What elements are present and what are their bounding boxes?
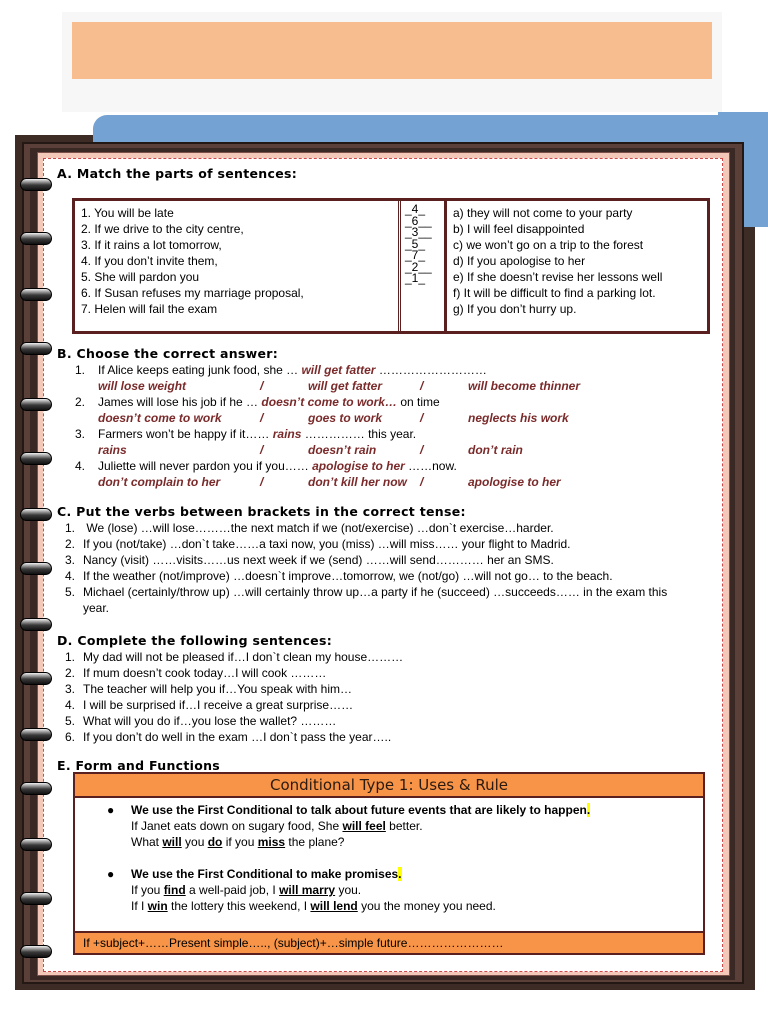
item-text: If mum doesn’t cook today…I will cook ……… xyxy=(83,666,327,680)
spiral-ring xyxy=(20,508,52,521)
example-text: if you xyxy=(222,835,258,849)
question-number: 3. xyxy=(75,427,86,441)
item-text: I will be surprised if…I receive a great surprise…… xyxy=(83,698,354,712)
example-verb: will feel xyxy=(342,819,386,833)
spiral-ring xyxy=(20,288,52,301)
match-left-column xyxy=(75,201,401,331)
question-answer: apologise to her xyxy=(312,459,405,473)
answer-option: will become thinner xyxy=(468,379,581,393)
use-2-example-2 xyxy=(85,898,693,914)
spiral-ring xyxy=(20,618,52,631)
spiral-ring xyxy=(20,452,52,465)
match-left-item: 3. If it rains a lot tomorrow, xyxy=(81,238,222,252)
conditional-box-body xyxy=(75,798,703,918)
match-right-item: b) I will feel disappointed xyxy=(453,222,585,236)
section-a-title: A. Match the parts of sentences: xyxy=(57,166,298,181)
conditional-box xyxy=(73,772,705,955)
answer-option: goes to work xyxy=(308,411,383,425)
section-d-title: D. Complete the following sentences: xyxy=(57,633,332,648)
section-d-list xyxy=(57,649,717,745)
bullet-icon: ● xyxy=(107,803,115,817)
option-separator: / xyxy=(420,379,424,393)
match-right-column xyxy=(447,201,707,331)
option-separator: / xyxy=(420,411,424,425)
answer-option: doesn’t rain xyxy=(308,443,377,457)
example-text: What xyxy=(131,835,163,849)
match-left-item: 5. She will pardon you xyxy=(81,270,200,284)
answer-option: will get fatter xyxy=(308,379,383,393)
spiral-ring xyxy=(20,838,52,851)
example-verb: will marry xyxy=(279,883,336,897)
item-text: year. xyxy=(83,601,110,615)
match-answer: _5_ xyxy=(405,236,426,251)
rule-formula: If +subject+……Present simple….., (subject)+…simple future…………………… xyxy=(75,931,703,953)
item-number: 1. xyxy=(65,650,76,664)
item-number: 3. xyxy=(65,553,76,567)
option-separator: / xyxy=(260,379,264,393)
use-1-text xyxy=(131,802,590,818)
match-answer: _3__ xyxy=(405,225,432,239)
match-right-item: g) If you don’t hurry up. xyxy=(453,302,577,316)
example-text: a well-paid job, I xyxy=(185,883,280,897)
example-verb: will lend xyxy=(310,899,358,913)
item-text: My dad will not be pleased if…I don`t clean my house……… xyxy=(83,650,404,664)
use-2-example-1 xyxy=(85,882,693,898)
spiral-ring xyxy=(20,398,52,411)
use-1-label: We use the First Conditional to talk about future events that are likely to happen xyxy=(131,803,587,817)
match-right-item: e) If she doesn’t revise her lessons well xyxy=(453,270,663,284)
list-item xyxy=(65,520,717,536)
answer-option: will lose weight xyxy=(98,379,187,393)
example-verb: do xyxy=(207,835,223,849)
use-1 xyxy=(85,802,693,818)
list-item xyxy=(65,681,717,697)
spiral-ring xyxy=(20,342,52,355)
example-text: the plane? xyxy=(285,835,345,849)
match-answer: _6__ xyxy=(405,213,432,228)
question-item xyxy=(57,362,717,378)
use-1-example-2 xyxy=(85,834,693,850)
answer-option: apologise to her xyxy=(468,475,561,489)
question-text: ……now. xyxy=(404,459,457,473)
spiral-ring xyxy=(20,672,52,685)
example-text: you. xyxy=(335,883,362,897)
use-2-period: . xyxy=(398,867,402,881)
match-right-item: a) they will not come to your party xyxy=(453,206,633,220)
answer-options xyxy=(57,442,717,458)
question-item xyxy=(57,426,717,442)
item-number: 4. xyxy=(65,698,76,712)
question-text: ……………………… xyxy=(375,363,487,377)
section-d xyxy=(57,633,717,745)
list-item xyxy=(65,729,717,745)
list-item xyxy=(65,600,717,616)
spiral-ring xyxy=(20,782,52,795)
section-b-title: B. Choose the correct answer: xyxy=(57,346,279,361)
answer-option: neglects his work xyxy=(468,411,569,425)
use-2 xyxy=(85,866,693,882)
question-answer: doesn’t come to work… xyxy=(261,395,397,409)
item-text: What will you do if…you lose the wallet? ……… xyxy=(83,714,337,728)
option-separator: / xyxy=(260,475,264,489)
question-answer: will get fatter xyxy=(301,363,376,377)
example-verb: find xyxy=(163,883,186,897)
use-2-text xyxy=(131,866,402,882)
section-e-title: E. Form and Functions xyxy=(57,758,221,773)
match-table xyxy=(72,198,710,334)
example-text: If you xyxy=(131,883,164,897)
section-c-list xyxy=(57,520,717,616)
list-item xyxy=(65,568,717,584)
example-text: you the money you need. xyxy=(357,899,496,913)
item-number: 6. xyxy=(65,730,76,744)
question-text: on time xyxy=(396,395,440,409)
match-left-item: 7. Helen will fail the exam xyxy=(81,302,218,316)
item-text: If the weather (not/improve) …doesn`t improve…tomorrow, we (not/go) …will not go… to the beach. xyxy=(83,569,613,583)
match-answer: _2__ xyxy=(405,259,432,274)
question-answer: rains xyxy=(272,427,302,441)
example-text: you xyxy=(181,835,208,849)
spiral-ring xyxy=(20,892,52,905)
item-text: We (lose) …will lose………the next match if we (not/exercise) …don`t exercise…harder. xyxy=(83,521,554,535)
question-number: 4. xyxy=(75,459,86,473)
question-text: James will lose his job if he … xyxy=(98,395,262,409)
spiral-ring xyxy=(20,728,52,741)
list-item xyxy=(65,552,717,568)
match-left-item: 6. If Susan refuses my marriage proposal, xyxy=(81,286,304,300)
answer-option: don’t complain to her xyxy=(98,475,221,489)
list-item xyxy=(65,584,717,600)
match-right-item: c) we won’t go on a trip to the forest xyxy=(453,238,644,252)
example-text: If Janet eats down on sugary food, She xyxy=(131,819,343,833)
list-item xyxy=(65,649,717,665)
option-separator: / xyxy=(420,443,424,457)
option-separator: / xyxy=(260,411,264,425)
match-left-item: 1. You will be late xyxy=(81,206,174,220)
item-number: 1. xyxy=(65,521,76,535)
spiral-ring xyxy=(20,178,52,191)
section-c xyxy=(57,504,717,616)
section-b xyxy=(57,346,717,490)
item-text: The teacher will help you if…You speak with him… xyxy=(83,682,353,696)
item-number: 5. xyxy=(65,585,76,599)
item-text: If you (not/take) …don`t take……a taxi now, you (miss) …will miss…… your flight to Madrid. xyxy=(83,537,571,551)
item-number: 2. xyxy=(65,537,76,551)
example-text: better. xyxy=(385,819,423,833)
match-answer-column xyxy=(401,201,447,331)
item-number: 2. xyxy=(65,666,76,680)
example-text: the lottery this weekend, I xyxy=(167,899,311,913)
list-item xyxy=(65,697,717,713)
spiral-ring xyxy=(20,562,52,575)
option-separator: / xyxy=(260,443,264,457)
question-item xyxy=(57,458,717,474)
match-left-item: 2. If we drive to the city centre, xyxy=(81,222,244,236)
item-text: Nancy (visit) ……visits……us next week if we (send) ……will send………… her an SMS. xyxy=(83,553,554,567)
use-2-label: We use the First Conditional to make promises xyxy=(131,867,399,881)
item-text: Michael (certainly/throw up) …will certainly throw up…a party if he (succeed) …succeeds…… in the exam this xyxy=(83,585,668,599)
use-1-example-1 xyxy=(85,818,693,834)
question-number: 1. xyxy=(75,363,86,377)
question-text: …………… this year. xyxy=(301,427,417,441)
section-b-list xyxy=(57,362,717,490)
example-verb: will xyxy=(162,835,182,849)
item-text: If you don’t do well in the exam …I don`t pass the year….. xyxy=(83,730,392,744)
spiral-ring xyxy=(20,232,52,245)
list-item xyxy=(65,536,717,552)
item-number: 3. xyxy=(65,682,76,696)
question-number: 2. xyxy=(75,395,86,409)
answer-options xyxy=(57,410,717,426)
header-banner xyxy=(72,22,712,79)
option-separator: / xyxy=(420,475,424,489)
conditional-box-title: Conditional Type 1: Uses & Rule xyxy=(75,774,703,798)
item-number: 5. xyxy=(65,714,76,728)
match-right-item: f) It will be difficult to find a parking lot. xyxy=(453,286,656,300)
answer-options xyxy=(57,474,717,490)
section-c-title: C. Put the verbs between brackets in the correct tense: xyxy=(57,504,466,519)
match-answer: _4_ xyxy=(405,202,426,216)
answer-options xyxy=(57,378,717,394)
answer-option: don’t kill her now xyxy=(308,475,407,489)
example-text: If I xyxy=(131,899,148,913)
answer-option: rains xyxy=(98,443,127,457)
list-item xyxy=(65,713,717,729)
use-1-period: . xyxy=(586,803,591,817)
match-answer: _1_ xyxy=(405,271,426,285)
match-left-item: 4. If you don’t invite them, xyxy=(81,254,218,268)
example-verb: win xyxy=(147,899,168,913)
match-right-item: d) If you apologise to her xyxy=(453,254,586,268)
item-number: 4. xyxy=(65,569,76,583)
question-item xyxy=(57,394,717,410)
list-item xyxy=(65,665,717,681)
question-text: Juliette will never pardon you if you…… xyxy=(98,459,313,473)
match-answer: _7_ xyxy=(405,248,426,262)
bullet-icon: ● xyxy=(107,867,115,881)
question-text: If Alice keeps eating junk food, she … xyxy=(98,363,302,377)
answer-option: don’t rain xyxy=(468,443,523,457)
example-verb: miss xyxy=(257,835,286,849)
question-text: Farmers won’t be happy if it…… xyxy=(98,427,273,441)
spiral-ring xyxy=(20,945,52,958)
answer-option: doesn’t come to work xyxy=(98,411,222,425)
